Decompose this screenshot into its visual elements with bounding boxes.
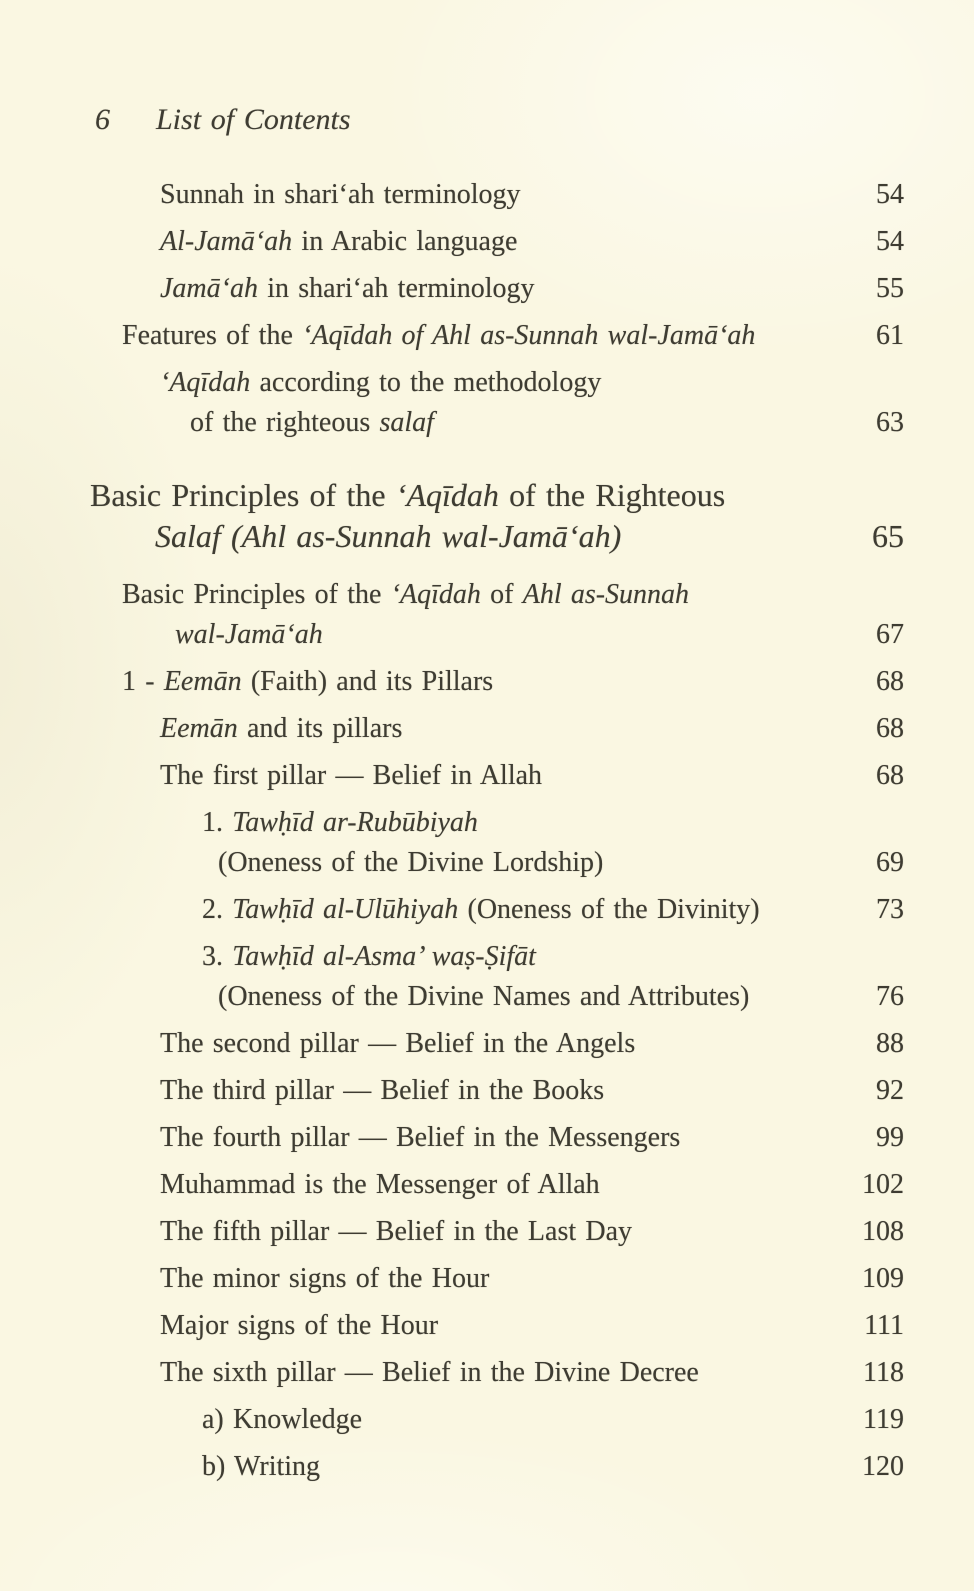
section-heading-line bbox=[0, 519, 904, 554]
toc-text: 3. bbox=[202, 941, 233, 972]
toc-text-italic: Tawḥīd al-Ulūhiyah bbox=[232, 894, 459, 925]
toc-entry-text bbox=[160, 1217, 842, 1247]
toc-line bbox=[0, 1358, 904, 1388]
toc-text-italic: Tawḥīd al-Asma’ waṣ-Ṣifāt bbox=[232, 941, 536, 972]
toc-text: 1 - bbox=[122, 666, 164, 697]
toc-entry-text bbox=[202, 808, 904, 838]
toc-text: Muhammad is the Messenger of Allah bbox=[160, 1169, 600, 1200]
toc-line bbox=[0, 1405, 904, 1435]
toc-line bbox=[0, 714, 904, 744]
toc-page-number: 88 bbox=[876, 1028, 904, 1059]
folio-page-number: 6 bbox=[95, 103, 110, 136]
toc-text: 1. bbox=[202, 807, 233, 838]
toc-line bbox=[0, 895, 904, 925]
toc-text: (Oneness of the Divine Lordship) bbox=[218, 847, 604, 878]
toc-line bbox=[0, 180, 904, 210]
toc-text-italic: Salaf (Ahl as-Sunnah wal-Jamā‘ah) bbox=[155, 518, 622, 554]
toc-text-italic: Eemān bbox=[163, 666, 242, 697]
toc-page-number: 68 bbox=[876, 713, 904, 744]
toc-page-number: 54 bbox=[876, 226, 904, 257]
toc-line bbox=[0, 1123, 904, 1153]
table-of-contents bbox=[0, 180, 904, 1482]
toc-text-italic: Tawḥīd ar-Rubūbiyah bbox=[232, 807, 478, 838]
toc-page-number: 119 bbox=[863, 1404, 904, 1435]
toc-text: The sixth pillar — Belief in the Divine Decree bbox=[160, 1357, 699, 1388]
toc-line bbox=[0, 761, 904, 791]
toc-text: Basic Principles of the bbox=[90, 477, 396, 513]
toc-entry-text bbox=[160, 761, 842, 791]
toc-text: (Oneness of the Divine Names and Attributes) bbox=[218, 981, 750, 1012]
toc-line bbox=[0, 808, 904, 838]
toc-text: (Oneness of the Divinity) bbox=[458, 894, 760, 925]
toc-page-number: 99 bbox=[876, 1122, 904, 1153]
toc-text-italic: Eemān bbox=[160, 713, 238, 744]
toc-entry-text bbox=[160, 1358, 842, 1388]
toc-line bbox=[0, 667, 904, 697]
toc-entry-text bbox=[160, 1170, 842, 1200]
toc-text: (Faith) and its Pillars bbox=[241, 666, 494, 697]
toc-line bbox=[0, 1311, 904, 1341]
toc-entry-text bbox=[160, 368, 904, 398]
toc-line bbox=[0, 982, 904, 1012]
toc-text-italic: salaf bbox=[379, 407, 434, 438]
toc-line bbox=[0, 1217, 904, 1247]
toc-page-number: 61 bbox=[876, 320, 904, 351]
toc-page-number: 76 bbox=[876, 981, 904, 1012]
toc-page-number: 65 bbox=[872, 518, 904, 554]
toc-page-number: 102 bbox=[862, 1169, 904, 1200]
toc-text: Features of the bbox=[122, 320, 303, 351]
toc-text-italic: ‘Aqīdah bbox=[160, 367, 251, 398]
toc-entry-text bbox=[160, 180, 842, 210]
toc-text-italic: ‘Aqīdah bbox=[395, 477, 499, 513]
toc-text: in shari‘ah terminology bbox=[257, 273, 535, 304]
toc-entry-text bbox=[175, 620, 842, 650]
toc-page-number: 68 bbox=[876, 760, 904, 791]
toc-page-number: 92 bbox=[876, 1075, 904, 1106]
toc-text-italic: wal-Jamā‘ah bbox=[175, 619, 323, 650]
toc-line bbox=[0, 1076, 904, 1106]
toc-text: 2. bbox=[202, 894, 233, 925]
toc-text: Major signs of the Hour bbox=[160, 1310, 439, 1341]
toc-text: in Arabic language bbox=[292, 226, 518, 257]
toc-page-number: 67 bbox=[876, 619, 904, 650]
toc-entry-text bbox=[202, 1452, 842, 1482]
toc-entry-text bbox=[190, 408, 842, 438]
toc-text: Sunnah in shari‘ah terminology bbox=[160, 179, 521, 210]
toc-entry-text bbox=[160, 227, 842, 257]
running-header-title: List of Contents bbox=[156, 103, 351, 136]
toc-entry-text bbox=[160, 274, 842, 304]
toc-line bbox=[0, 1029, 904, 1059]
toc-entry-text bbox=[202, 1405, 842, 1435]
toc-text: The fifth pillar — Belief in the Last Day bbox=[160, 1216, 633, 1247]
toc-line bbox=[0, 1264, 904, 1294]
toc-text-italic: ‘Aqīdah of Ahl as-Sunnah wal-Jamā‘ah bbox=[302, 320, 756, 351]
toc-page-number: 111 bbox=[864, 1310, 904, 1341]
toc-text: a) Knowledge bbox=[202, 1404, 363, 1435]
toc-page-number: 69 bbox=[876, 847, 904, 878]
toc-line bbox=[0, 620, 904, 650]
toc-text: of the righteous bbox=[190, 407, 380, 438]
toc-entry-text bbox=[160, 1076, 842, 1106]
toc-text: of the Righteous bbox=[498, 477, 726, 513]
toc-entry-text bbox=[122, 321, 842, 351]
toc-entry-text bbox=[122, 580, 904, 610]
toc-page-number: 55 bbox=[876, 273, 904, 304]
toc-page-number: 68 bbox=[876, 666, 904, 697]
running-header bbox=[95, 102, 904, 138]
toc-text: The minor signs of the Hour bbox=[160, 1263, 490, 1294]
toc-text-italic: Al-Jamā‘ah bbox=[160, 226, 293, 257]
toc-text: and its pillars bbox=[237, 713, 403, 744]
toc-line bbox=[0, 848, 904, 878]
toc-page-number: 108 bbox=[862, 1216, 904, 1247]
toc-text: The first pillar — Belief in Allah bbox=[160, 760, 543, 791]
toc-page-number: 109 bbox=[862, 1263, 904, 1294]
toc-text: according to the methodology bbox=[250, 367, 602, 398]
toc-entry-text bbox=[160, 1264, 842, 1294]
toc-entry-text bbox=[160, 1029, 842, 1059]
toc-line bbox=[0, 580, 904, 610]
toc-text: The fourth pillar — Belief in the Messengers bbox=[160, 1122, 681, 1153]
toc-page-number: 54 bbox=[876, 179, 904, 210]
toc-line bbox=[0, 274, 904, 304]
toc-text: Basic Principles of the bbox=[122, 579, 391, 610]
toc-line bbox=[0, 408, 904, 438]
toc-entry-text bbox=[160, 1311, 842, 1341]
toc-page-number: 73 bbox=[876, 894, 904, 925]
toc-text-italic: Ahl as-Sunnah bbox=[522, 579, 690, 610]
toc-text: The third pillar — Belief in the Books bbox=[160, 1075, 605, 1106]
toc-line bbox=[0, 1452, 904, 1482]
toc-text: The second pillar — Belief in the Angels bbox=[160, 1028, 636, 1059]
toc-page-number: 118 bbox=[863, 1357, 904, 1388]
toc-page-number: 120 bbox=[862, 1451, 904, 1482]
toc-line bbox=[0, 368, 904, 398]
toc-line bbox=[0, 942, 904, 972]
toc-entry-text bbox=[202, 942, 904, 972]
toc-line bbox=[0, 321, 904, 351]
section-heading-line bbox=[0, 478, 904, 513]
toc-entry-text bbox=[218, 982, 842, 1012]
toc-line bbox=[0, 227, 904, 257]
toc-text: b) Writing bbox=[202, 1451, 321, 1482]
toc-entry-text bbox=[122, 667, 842, 697]
toc-entry-text bbox=[160, 1123, 842, 1153]
toc-text: of bbox=[480, 579, 523, 610]
toc-entry-text bbox=[90, 478, 904, 513]
toc-entry-text bbox=[202, 895, 842, 925]
toc-text-italic: ‘Aqīdah bbox=[390, 579, 481, 610]
toc-line bbox=[0, 1170, 904, 1200]
toc-text-italic: Jamā‘ah bbox=[160, 273, 258, 304]
toc-entry-text bbox=[218, 848, 842, 878]
toc-entry-text bbox=[155, 519, 842, 554]
toc-page-number: 63 bbox=[876, 407, 904, 438]
toc-entry-text bbox=[160, 714, 842, 744]
